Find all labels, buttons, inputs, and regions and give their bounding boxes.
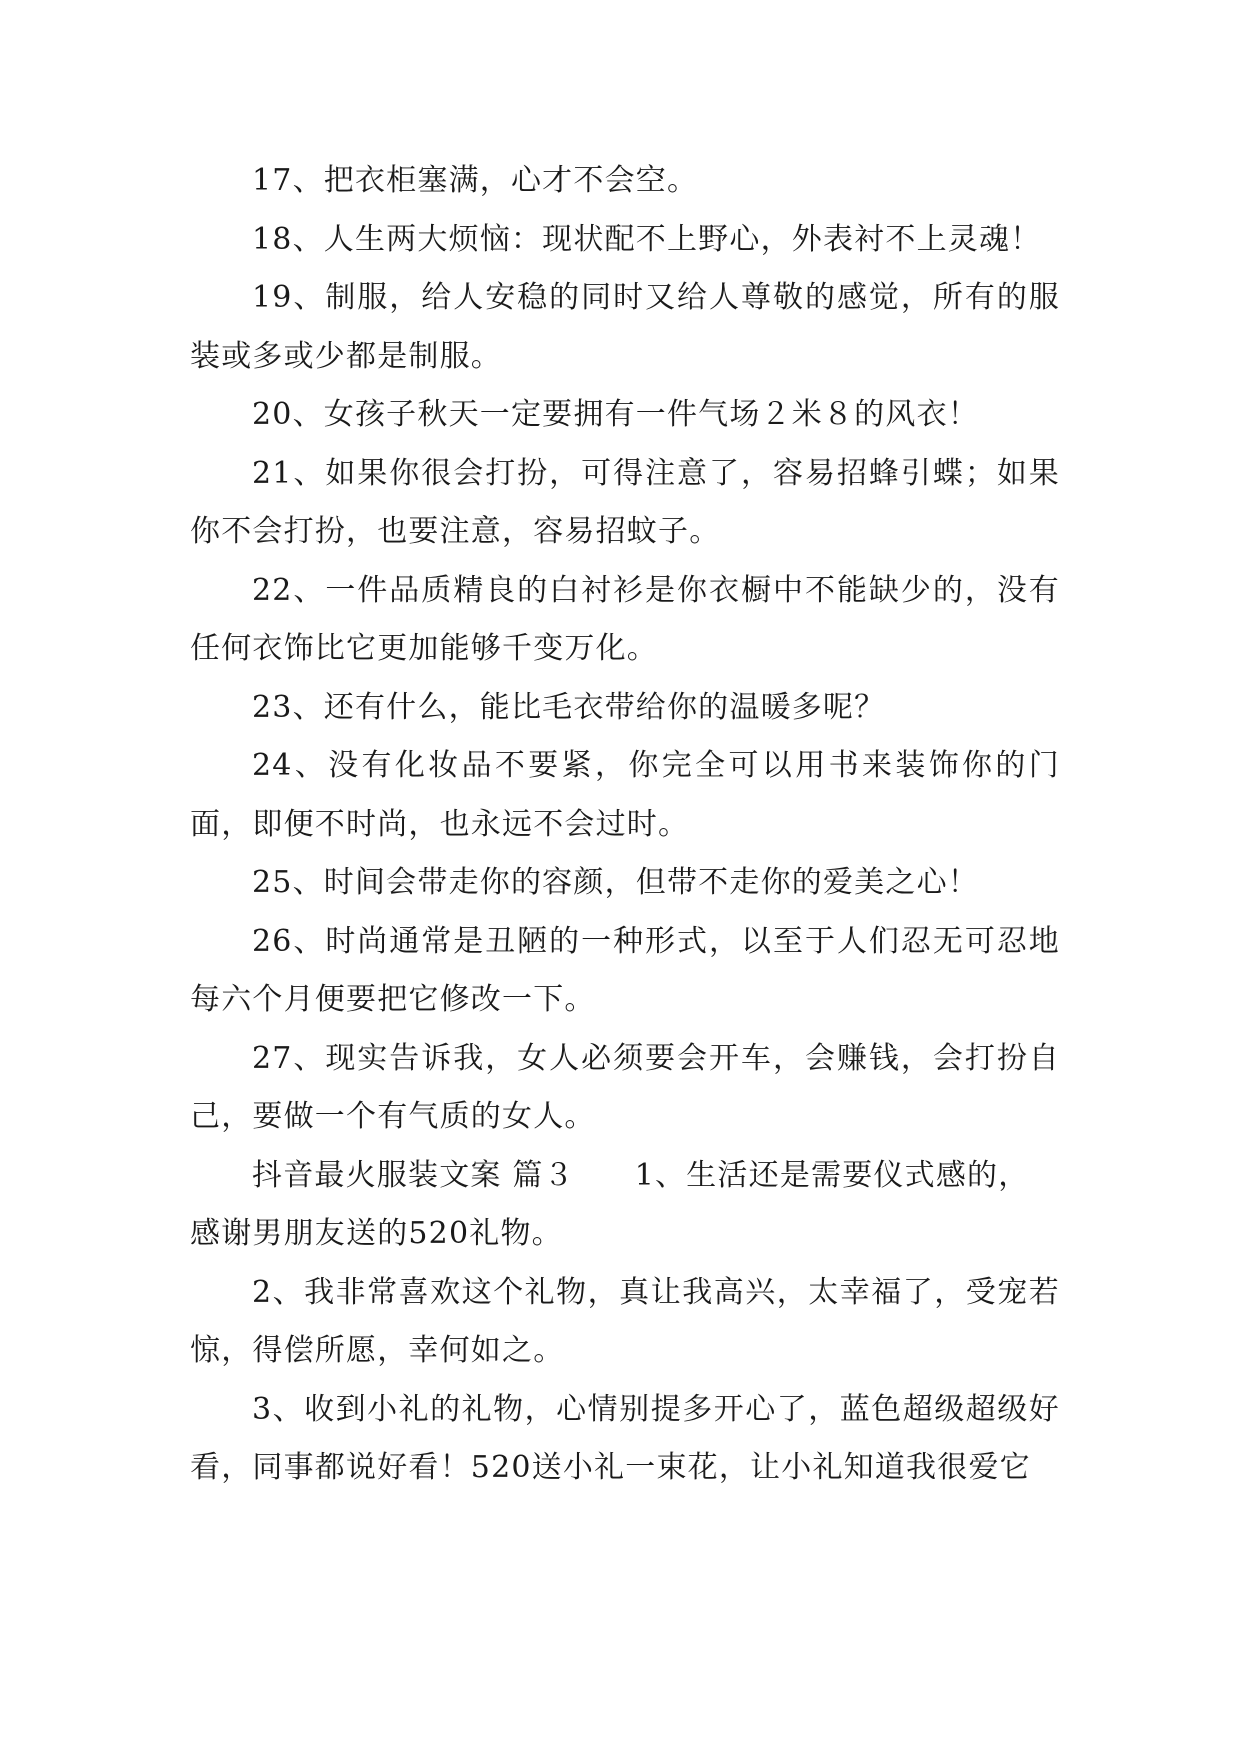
section-first-item: 1、生活还是需要仪式感的，感谢男朋友送的520礼物。 bbox=[190, 1157, 1030, 1251]
list-item-26: 26、时尚通常是丑陋的一种形式，以至于人们忍无可忍地每六个月便要把它修改一下。 bbox=[190, 923, 1060, 1017]
section-heading-paragraph bbox=[190, 1147, 1060, 1264]
list-item-22: 22、一件品质精良的白衬衫是你衣橱中不能缺少的，没有任何衣饰比它更加能够千变万化。 bbox=[190, 572, 1060, 666]
list-item-25: 25、时间会带走你的容颜，但带不走你的爱美之心！ bbox=[252, 865, 979, 900]
list-item-18: 18、人生两大烦恼：现状配不上野心，外表衬不上灵魂！ bbox=[252, 221, 1042, 257]
section-heading: 抖音最火服装文案 篇３ bbox=[252, 1157, 575, 1193]
list-item-24: 24、没有化妆品不要紧，你完全可以用书来装饰你的门面，即便不时尚，也永远不会过时。 bbox=[190, 748, 1060, 842]
list-item-21: 21、如果你很会打扮，可得注意了，容易招蜂引蝶；如果你不会打扮，也要注意，容易招蚊子。 bbox=[190, 455, 1060, 549]
list-item-19: 19、制服，给人安稳的同时又给人尊敬的感觉，所有的服装或多或少都是制服。 bbox=[190, 280, 1060, 374]
list-item-27: 27、现实告诉我，女人必须要会开车，会赚钱，会打扮自己，要做一个有气质的女人。 bbox=[190, 1040, 1060, 1134]
list-item-23: 23、还有什么，能比毛衣带给你的温暖多呢？ bbox=[252, 689, 886, 725]
list-item-2: 2、我非常喜欢这个礼物，真让我高兴，太幸福了，受宠若惊，得偿所愿，幸何如之。 bbox=[190, 1274, 1060, 1368]
list-item-3: 3、收到小礼的礼物，心情别提多开心了，蓝色超级超级好看，同事都说好看！520送小礼一束花，让小礼知道我很爱它 bbox=[190, 1391, 1060, 1485]
document-body bbox=[190, 152, 1060, 1498]
list-item-20: 20、女孩子秋天一定要拥有一件气场２米８的风衣！ bbox=[252, 397, 979, 432]
list-item-17: 17、把衣柜塞满，心才不会空。 bbox=[252, 163, 699, 198]
